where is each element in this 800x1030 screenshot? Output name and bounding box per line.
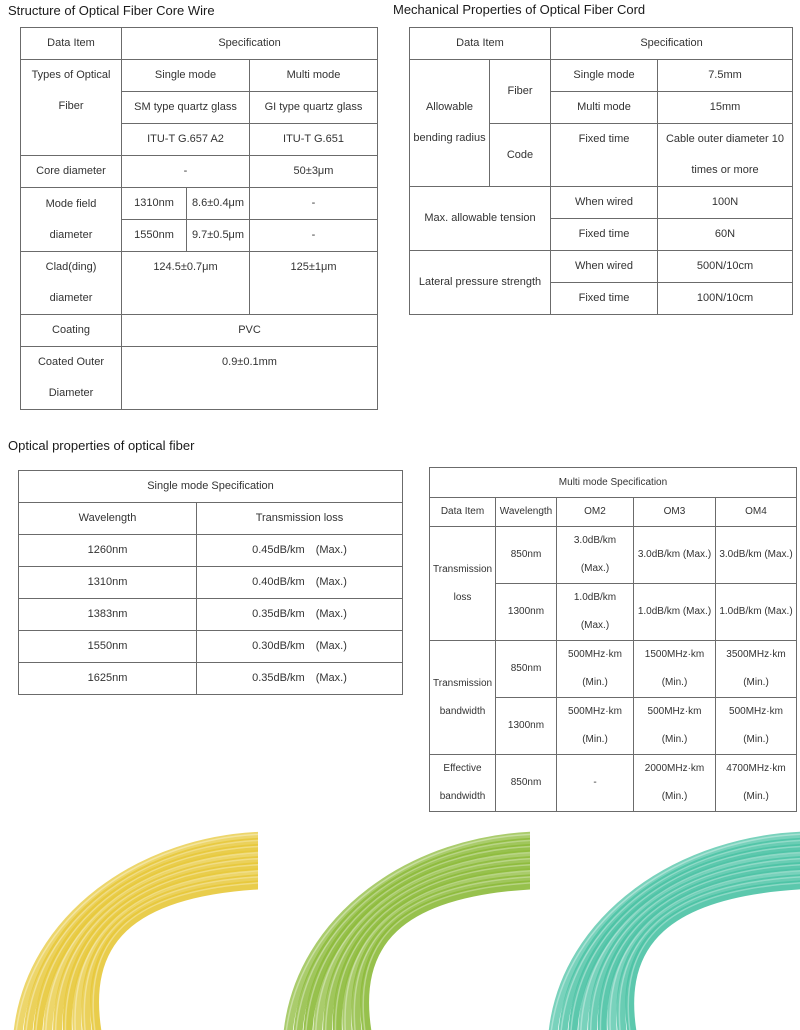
core-wire-title: Structure of Optical Fiber Core Wire — [8, 3, 215, 18]
loss-cell: 0.40dB/km (Max.) — [197, 567, 403, 599]
bw-850-om4: 3500MHz·km (Min.) — [716, 641, 797, 698]
wavelength-cell: 1260nm — [19, 535, 197, 567]
sm-glass: SM type quartz glass — [122, 92, 250, 124]
single-mode-label: Single mode — [551, 60, 658, 92]
sm-standard: ITU-T G.657 A2 — [122, 124, 250, 156]
mfd-1550-value: 9.7±0.5μm — [187, 220, 250, 252]
header-data-item: Data Item — [410, 28, 551, 60]
wavelength-header: Wavelength — [19, 503, 197, 535]
tension-fixed-value: 60N — [658, 219, 793, 251]
header-specification: Specification — [122, 28, 378, 60]
multi-mode-header: Multi mode Specification — [430, 468, 797, 498]
yellow-fiber-cable-image — [0, 828, 258, 1030]
om3-header: OM3 — [634, 498, 716, 527]
lateral-label: Lateral pressure strength — [410, 251, 551, 315]
loss-header: Transmission loss — [197, 503, 403, 535]
coating-label: Coating — [21, 315, 122, 347]
clad-label: Clad(ding) diameter — [21, 252, 122, 315]
loss-cell: 0.30dB/km (Max.) — [197, 631, 403, 663]
core-diameter-label: Core diameter — [21, 156, 122, 188]
types-of-fiber-label: Types of Optical Fiber — [21, 60, 122, 156]
gi-standard: ITU-T G.651 — [250, 124, 378, 156]
effective-bandwidth-label: Effective bandwidth — [430, 755, 496, 812]
bw-850-om3: 1500MHz·km (Min.) — [634, 641, 716, 698]
core-wire-table — [20, 27, 378, 410]
fixed-time-label: Fixed time — [551, 124, 658, 187]
bending-radius-label: Allowable bending radius — [410, 60, 490, 187]
ebw-850-om2: - — [557, 755, 634, 812]
loss-1300-om3: 1.0dB/km (Max.) — [634, 584, 716, 641]
transmission-loss-label: Transmission loss — [430, 527, 496, 641]
ebw-850-om4: 4700MHz·km (Min.) — [716, 755, 797, 812]
single-mode-table — [18, 470, 403, 695]
wavelength-cell: 1383nm — [19, 599, 197, 631]
yellow-cable-strands — [16, 834, 258, 1030]
mechanical-table — [409, 27, 793, 315]
multi-mode-table — [429, 467, 797, 812]
ebw-850-om3: 2000MHz·km (Min.) — [634, 755, 716, 812]
tension-fixed-label: Fixed time — [551, 219, 658, 251]
code-value: Cable outer diameter 10 times or more — [658, 124, 793, 187]
coating-value: PVC — [122, 315, 378, 347]
wavelength-cell: 1625nm — [19, 663, 197, 695]
code-label: Code — [490, 124, 551, 187]
loss-850-om4: 3.0dB/km (Max.) — [716, 527, 797, 584]
lateral-wired-label: When wired — [551, 251, 658, 283]
aqua-cable-strands — [551, 834, 800, 1030]
multi-mode-label: Multi mode — [250, 60, 378, 92]
loss-850-om3: 3.0dB/km (Max.) — [634, 527, 716, 584]
mfd-1310-mm: - — [250, 188, 378, 220]
mechanical-title: Mechanical Properties of Optical Fiber Cord — [393, 2, 646, 17]
lateral-wired-value: 500N/10cm — [658, 251, 793, 283]
core-diameter-mm: 50±3μm — [250, 156, 378, 188]
transmission-bandwidth-label: Transmission bandwidth — [430, 641, 496, 755]
bw-1300-om4: 500MHz·km (Min.) — [716, 698, 797, 755]
fiber-label: Fiber — [490, 60, 551, 124]
bw-1300-om2: 500MHz·km (Min.) — [557, 698, 634, 755]
lateral-fixed-label: Fixed time — [551, 283, 658, 315]
mfd-1550-wl: 1550nm — [122, 220, 187, 252]
wl-850-loss: 850nm — [496, 527, 557, 584]
mm-data-item-header: Data Item — [430, 498, 496, 527]
multi-mode-value: 15mm — [658, 92, 793, 124]
single-mode-label: Single mode — [122, 60, 250, 92]
outer-diameter-label: Coated Outer Diameter — [21, 347, 122, 410]
clad-mm: 125±1μm — [250, 252, 378, 315]
green-fiber-cable-image — [270, 828, 530, 1030]
header-specification: Specification — [551, 28, 793, 60]
wl-850-ebw: 850nm — [496, 755, 557, 812]
wavelength-cell: 1550nm — [19, 631, 197, 663]
mode-field-label: Mode field diameter — [21, 188, 122, 252]
green-cable-strands — [286, 834, 530, 1030]
om2-header: OM2 — [557, 498, 634, 527]
tension-label: Max. allowable tension — [410, 187, 551, 251]
mfd-1310-value: 8.6±0.4μm — [187, 188, 250, 220]
single-mode-header: Single mode Specification — [19, 471, 403, 503]
wl-850-bw: 850nm — [496, 641, 557, 698]
wl-1300-bw: 1300nm — [496, 698, 557, 755]
header-data-item: Data Item — [21, 28, 122, 60]
loss-850-om2: 3.0dB/km (Max.) — [557, 527, 634, 584]
bw-850-om2: 500MHz·km (Min.) — [557, 641, 634, 698]
mfd-1550-mm: - — [250, 220, 378, 252]
optical-properties-title: Optical properties of optical fiber — [8, 438, 195, 453]
mm-wavelength-header: Wavelength — [496, 498, 557, 527]
aqua-fiber-cable-image — [535, 828, 800, 1030]
loss-1300-om4: 1.0dB/km (Max.) — [716, 584, 797, 641]
gi-glass: GI type quartz glass — [250, 92, 378, 124]
loss-1300-om2: 1.0dB/km (Max.) — [557, 584, 634, 641]
mfd-1310-wl: 1310nm — [122, 188, 187, 220]
outer-diameter-value: 0.9±0.1mm — [122, 347, 378, 410]
om4-header: OM4 — [716, 498, 797, 527]
wl-1300-loss: 1300nm — [496, 584, 557, 641]
bw-1300-om3: 500MHz·km (Min.) — [634, 698, 716, 755]
single-mode-value: 7.5mm — [658, 60, 793, 92]
core-diameter-sm: - — [122, 156, 250, 188]
loss-cell: 0.35dB/km (Max.) — [197, 663, 403, 695]
multi-mode-label: Multi mode — [551, 92, 658, 124]
lateral-fixed-value: 100N/10cm — [658, 283, 793, 315]
tension-wired-value: 100N — [658, 187, 793, 219]
tension-wired-label: When wired — [551, 187, 658, 219]
loss-cell: 0.35dB/km (Max.) — [197, 599, 403, 631]
wavelength-cell: 1310nm — [19, 567, 197, 599]
clad-sm: 124.5±0.7μm — [122, 252, 250, 315]
loss-cell: 0.45dB/km (Max.) — [197, 535, 403, 567]
